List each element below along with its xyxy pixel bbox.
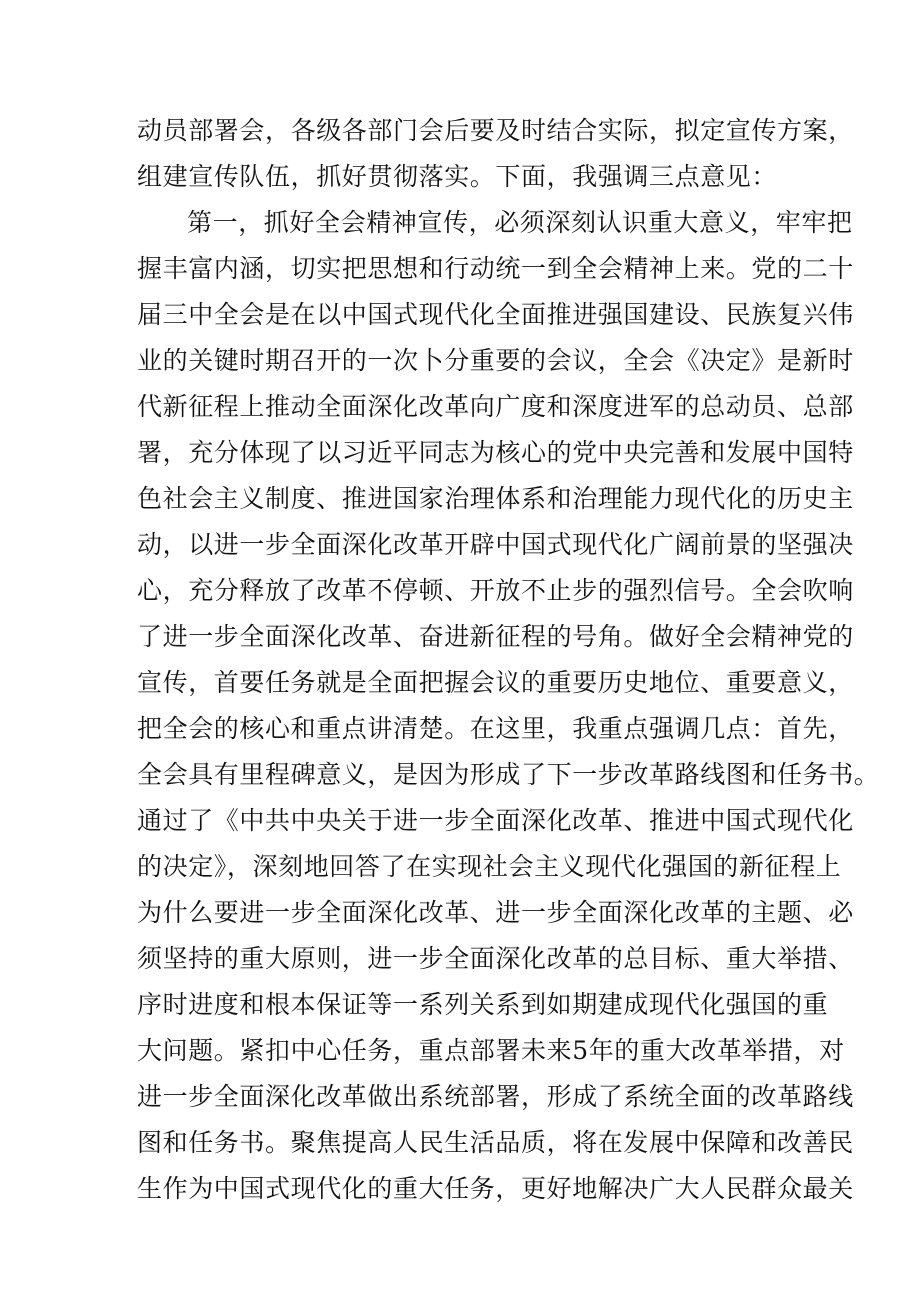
text-line: 组建宣传队伍，抓好贯彻落实。下面，我强调三点意见：	[137, 162, 778, 191]
text-line: 动员部署会，各级各部门会后要及时结合实际，拟定宣传方案，	[137, 116, 854, 145]
text-line: 图和任务书。聚焦提高人民生活品质，将在发展中保障和改善民	[137, 1128, 854, 1157]
text-line: 心，充分释放了改革不停顿、开放不止步的强烈信号。全会吹响	[137, 576, 854, 605]
text-line: 代新征程上推动全面深化改革向广度和深度进军的总动员、总部	[137, 392, 854, 421]
text-line: 动，以进一步全面深化改革开辟中国式现代化广阔前景的坚强决	[137, 530, 854, 559]
text-line: 握丰富内涵，切实把思想和行动统一到全会精神上来。党的二十	[137, 254, 854, 283]
text-line: 须坚持的重大原则，进一步全面深化改革的总目标、重大举措、	[137, 944, 854, 973]
text-line: 了进一步全面深化改革、奋进新征程的号角。做好全会精神党的	[137, 622, 854, 651]
paragraph-start-line: 第一，抓好全会精神宣传，必须深刻认识重大意义，牢牢把	[187, 208, 853, 237]
text-line: 序时进度和根本保证等一系列关系到如期建成现代化强国的重	[137, 990, 829, 1019]
body-text	[137, 108, 880, 1212]
text-line: 大问题。紧扣中心任务，重点部署未来5年的重大改革举措，对	[137, 1036, 845, 1065]
text-line: 届三中全会是在以中国式现代化全面推进强国建设、民族复兴伟	[137, 300, 854, 329]
text-line: 生作为中国式现代化的重大任务，更好地解决广大人民群众最关	[137, 1174, 854, 1203]
text-line: 宣传，首要任务就是全面把握会议的重要历史地位、重要意义，	[137, 668, 854, 697]
text-line: 色社会主义制度、推进国家治理体系和治理能力现代化的历史主	[137, 484, 854, 513]
text-line: 业的关键时期召开的一次卜分重要的会议，全会《决定》是新时	[137, 346, 854, 375]
text-line: 通过了《中共中央关于进一步全面深化改革、推进中国式现代化	[137, 806, 854, 835]
text-line: 为什么要进一步全面深化改革、进一步全面深化改革的主题、必	[137, 898, 854, 927]
text-line: 把全会的核心和重点讲清楚。在这里，我重点强调几点：首先，	[137, 714, 854, 743]
text-line: 的决定》，深刻地回答了在实现社会主义现代化强国的新征程上	[137, 852, 842, 881]
text-line: 全会具有里程碑意义，是因为形成了下一步改革路线图和任务书。	[137, 760, 880, 789]
text-line: 署，充分体现了以习近平同志为核心的党中央完善和发展中国特	[137, 438, 854, 467]
text-line: 进一步全面深化改革做出系统部署，形成了系统全面的改革路线	[137, 1082, 854, 1111]
